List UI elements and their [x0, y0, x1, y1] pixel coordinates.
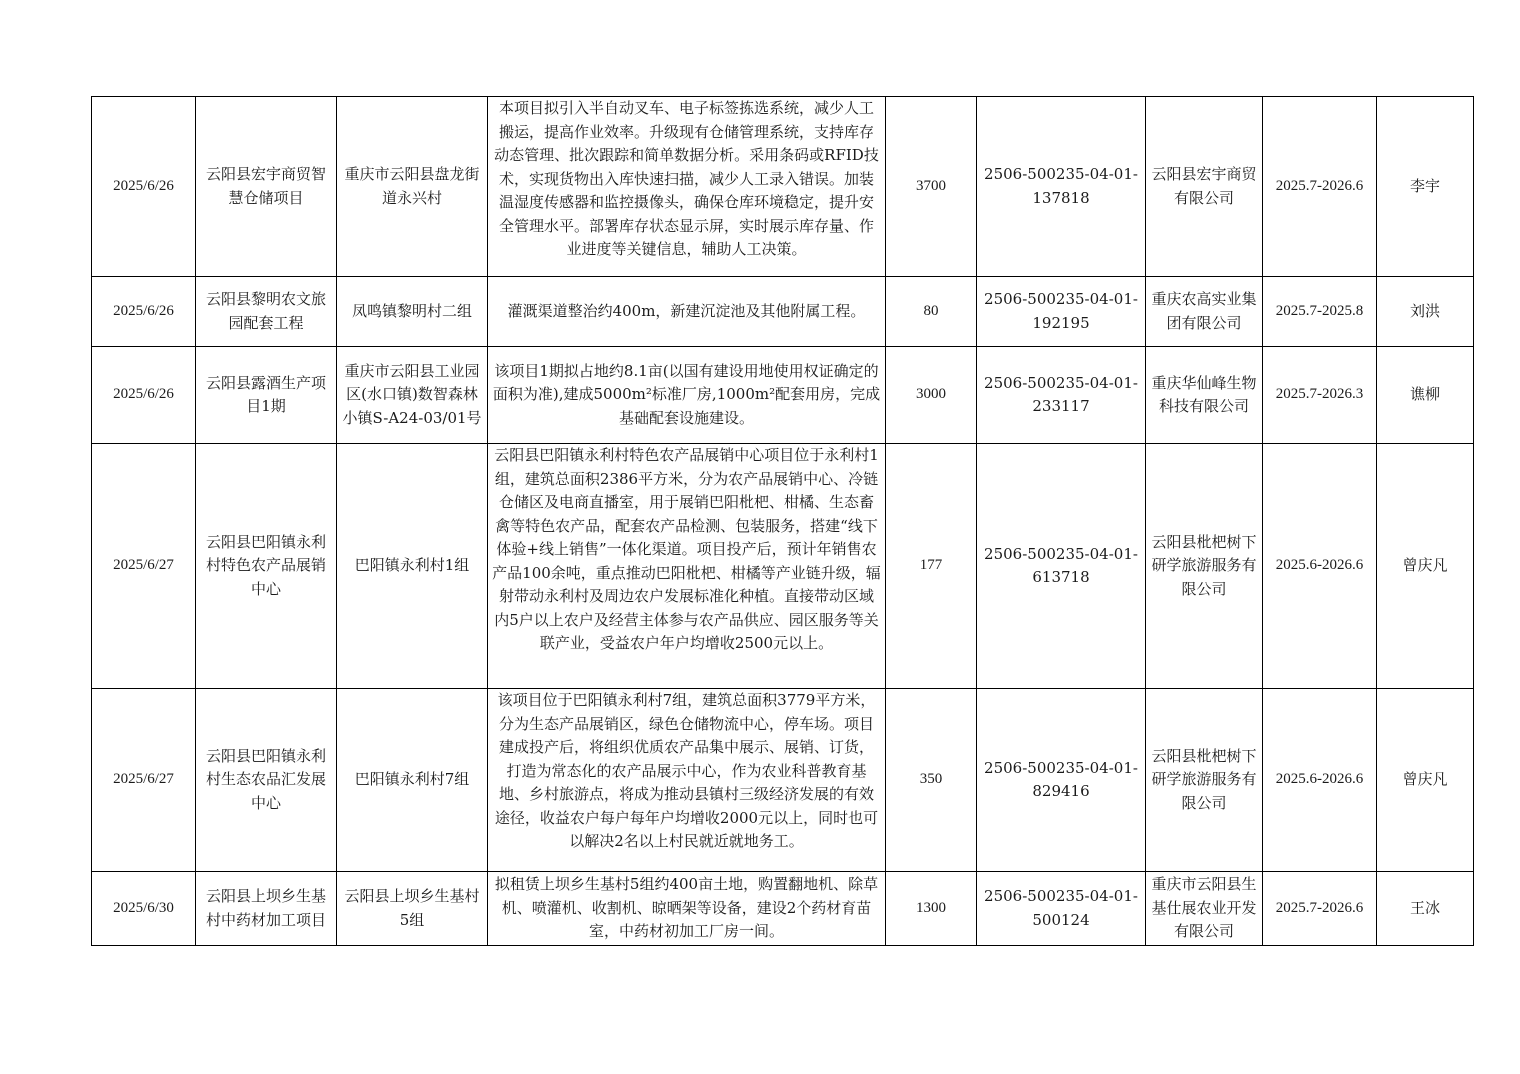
contact-cell: 曾庆凡 [1377, 689, 1474, 872]
location-cell: 凤鸣镇黎明村二组 [337, 277, 488, 347]
investment-cell: 80 [886, 277, 977, 347]
date-cell: 2025/6/26 [92, 347, 196, 444]
contact-cell: 李宇 [1377, 97, 1474, 277]
period-cell: 2025.7-2025.8 [1263, 277, 1377, 347]
date-cell: 2025/6/26 [92, 277, 196, 347]
period-cell: 2025.7-2026.6 [1263, 97, 1377, 277]
project-table [91, 96, 1474, 946]
content-cell: 灌溉渠道整治约400m，新建沉淀池及其他附属工程。 [488, 277, 886, 347]
project-name-cell: 云阳县黎明农文旅园配套工程 [196, 277, 337, 347]
content-cell: 拟租赁上坝乡生基村5组约400亩土地，购置翻地机、除草机、喷灌机、收割机、晾晒架等设备，建设2个药材育苗室，中药材初加工厂房一间。 [488, 872, 886, 946]
investment-cell: 350 [886, 689, 977, 872]
period-cell: 2025.7-2026.6 [1263, 872, 1377, 946]
date-cell: 2025/6/27 [92, 689, 196, 872]
period-cell: 2025.7-2026.3 [1263, 347, 1377, 444]
company-cell: 重庆华仙峰生物科技有限公司 [1146, 347, 1263, 444]
project-name-cell: 云阳县露酒生产项目1期 [196, 347, 337, 444]
location-cell: 云阳县上坝乡生基村5组 [337, 872, 488, 946]
period-cell: 2025.6-2026.6 [1263, 689, 1377, 872]
investment-cell: 1300 [886, 872, 977, 946]
project-code-cell: 2506-500235-04-01-613718 [977, 444, 1146, 689]
date-cell: 2025/6/30 [92, 872, 196, 946]
content-cell: 本项目拟引入半自动叉车、电子标签拣选系统，减少人工搬运，提高作业效率。升级现有仓储管理系统，支持库存动态管理、批次跟踪和简单数据分析。采用条码或RFID技术，实现货物出入库快速扫描，减少人工录入错误。加装温湿度传感器和监控摄像头，确保仓库环境稳定，提升安全管理水平。部署库存状态显示屏，实时展示库存量、作业进度等关键信息，辅助人工决策。 [488, 97, 886, 277]
table-row [92, 444, 1474, 689]
contact-cell: 曾庆凡 [1377, 444, 1474, 689]
content-cell: 该项目1期拟占地约8.1亩(以国有建设用地使用权证确定的面积为准),建成5000m²标准厂房,1000m²配套用房，完成基础配套设施建设。 [488, 347, 886, 444]
project-name-cell: 云阳县巴阳镇永利村生态农品汇发展中心 [196, 689, 337, 872]
contact-cell: 王冰 [1377, 872, 1474, 946]
project-code-cell: 2506-500235-04-01-233117 [977, 347, 1146, 444]
project-code-cell: 2506-500235-04-01-500124 [977, 872, 1146, 946]
contact-cell: 刘洪 [1377, 277, 1474, 347]
content-cell: 云阳县巴阳镇永利村特色农产品展销中心项目位于永利村1组，建筑总面积2386平方米，分为农产品展销中心、冷链仓储区及电商直播室，用于展销巴阳枇杷、柑橘、生态畜禽等特色农产品，配套农产品检测、包装服务，搭建“线下体验+线上销售”一体化渠道。项目投产后，预计年销售农产品100余吨，重点推动巴阳枇杷、柑橘等产业链升级，辐射带动永利村及周边农户发展标准化种植。直接带动区域内5户以上农户及经营主体参与农产品供应、园区服务等关联产业，受益农户年户均增收2500元以上。 [488, 444, 886, 689]
company-cell: 云阳县枇杷树下研学旅游服务有限公司 [1146, 689, 1263, 872]
project-code-cell: 2506-500235-04-01-137818 [977, 97, 1146, 277]
table-row [92, 872, 1474, 946]
company-cell: 重庆农高实业集团有限公司 [1146, 277, 1263, 347]
investment-cell: 3000 [886, 347, 977, 444]
investment-cell: 177 [886, 444, 977, 689]
date-cell: 2025/6/26 [92, 97, 196, 277]
period-cell: 2025.6-2026.6 [1263, 444, 1377, 689]
table-row [92, 347, 1474, 444]
location-cell: 巴阳镇永利村1组 [337, 444, 488, 689]
date-cell: 2025/6/27 [92, 444, 196, 689]
investment-cell: 3700 [886, 97, 977, 277]
project-name-cell: 云阳县巴阳镇永利村特色农产品展销中心 [196, 444, 337, 689]
project-name-cell: 云阳县上坝乡生基村中药材加工项目 [196, 872, 337, 946]
project-code-cell: 2506-500235-04-01-829416 [977, 689, 1146, 872]
location-cell: 重庆市云阳县盘龙街道永兴村 [337, 97, 488, 277]
table-row [92, 97, 1474, 277]
company-cell: 重庆市云阳县生基仕展农业开发有限公司 [1146, 872, 1263, 946]
table-row [92, 689, 1474, 872]
project-code-cell: 2506-500235-04-01-192195 [977, 277, 1146, 347]
location-cell: 重庆市云阳县工业园区(水口镇)数智森林小镇S-A24-03/01号 [337, 347, 488, 444]
company-cell: 云阳县枇杷树下研学旅游服务有限公司 [1146, 444, 1263, 689]
contact-cell: 谯柳 [1377, 347, 1474, 444]
location-cell: 巴阳镇永利村7组 [337, 689, 488, 872]
project-name-cell: 云阳县宏宇商贸智慧仓储项目 [196, 97, 337, 277]
company-cell: 云阳县宏宇商贸有限公司 [1146, 97, 1263, 277]
table-row [92, 277, 1474, 347]
content-cell: 该项目位于巴阳镇永利村7组，建筑总面积3779平方米，分为生态产品展销区，绿色仓储物流中心，停车场。项目建成投产后，将组织优质农产品集中展示、展销、订货，打造为常态化的农产品展示中心，作为农业科普教育基地、乡村旅游点，将成为推动县镇村三级经济发展的有效途径，收益农户每户每年户均增收2000元以上，同时也可以解决2名以上村民就近就地务工。 [488, 689, 886, 872]
